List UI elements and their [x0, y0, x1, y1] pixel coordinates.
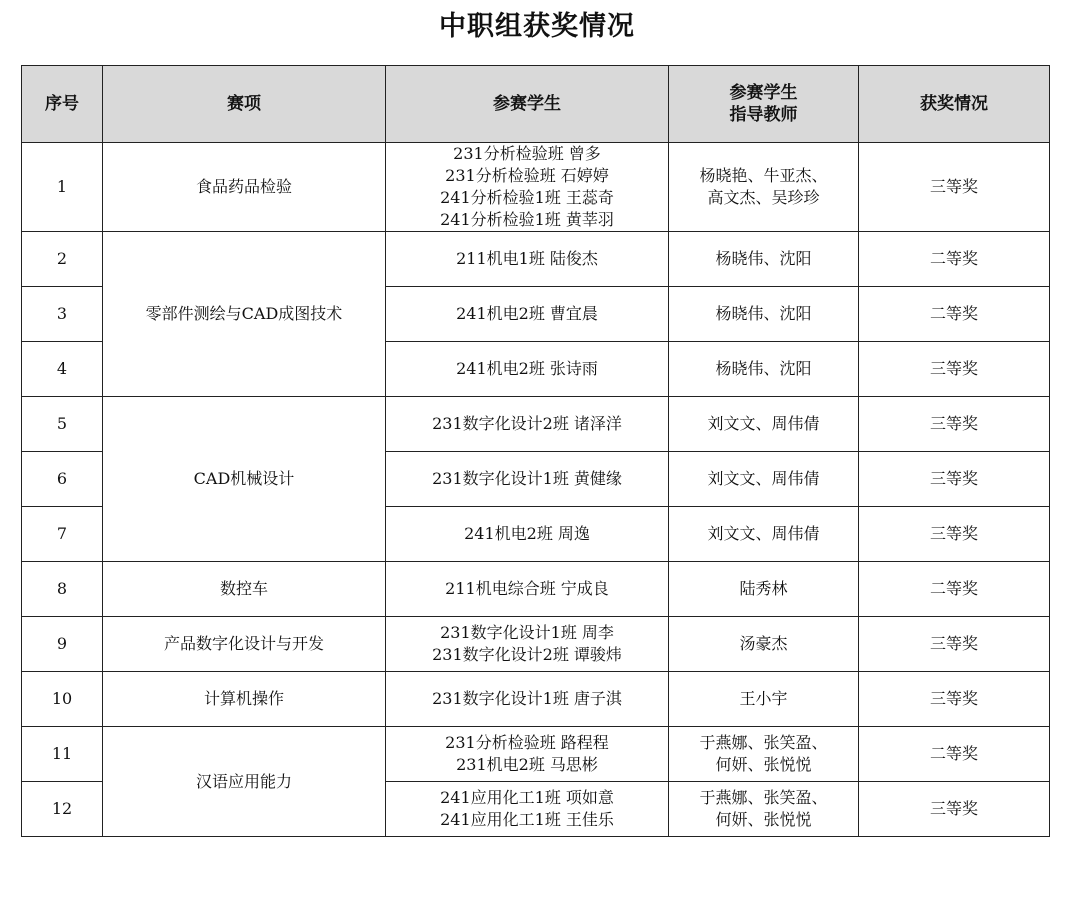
student-entry: 241机电2班 周逸 [464, 524, 590, 543]
cell-award: 二等奖 [859, 562, 1050, 617]
student-entry: 211机电1班 陆俊杰 [456, 249, 598, 268]
table-row [22, 232, 1050, 287]
cell-advisors [669, 287, 859, 342]
cell-students [386, 232, 669, 287]
cell-advisors [669, 143, 859, 232]
header-advisors [669, 66, 859, 143]
cell-students [386, 562, 669, 617]
cell-award: 三等奖 [859, 397, 1050, 452]
header-award: 获奖情况 [859, 66, 1050, 143]
cell-award: 二等奖 [859, 287, 1050, 342]
student-entry: 231分析检验班 石婷婷 [445, 166, 609, 185]
advisor-entry: 刘文文、周伟倩 [707, 524, 820, 543]
advisor-entry: 杨晓伟、沈阳 [715, 359, 812, 378]
student-entry: 231数字化设计1班 黄健缘 [432, 469, 622, 488]
student-entry: 231机电2班 马思彬 [456, 755, 598, 774]
advisor-entry: 高文杰、吴珍珍 [707, 188, 820, 207]
cell-students [386, 452, 669, 507]
advisor-entry: 王小宇 [739, 689, 788, 708]
student-entry: 231分析检验班 路程程 [445, 733, 609, 752]
cell-advisors [669, 727, 859, 782]
student-entry: 231数字化设计1班 唐子淇 [432, 689, 622, 708]
cell-students [386, 287, 669, 342]
cell-index: 12 [22, 782, 103, 837]
cell-index: 1 [22, 143, 103, 232]
advisor-entry: 汤豪杰 [739, 634, 788, 653]
advisor-entry: 何妍、张悦悦 [715, 755, 812, 774]
student-entry: 231数字化设计2班 诸泽洋 [432, 414, 622, 433]
cell-award: 三等奖 [859, 452, 1050, 507]
cell-award: 二等奖 [859, 232, 1050, 287]
cell-award: 二等奖 [859, 727, 1050, 782]
header-students: 参赛学生 [386, 66, 669, 143]
table-header-row [22, 66, 1050, 143]
cell-advisors [669, 617, 859, 672]
cell-students [386, 507, 669, 562]
cell-index: 7 [22, 507, 103, 562]
cell-award: 三等奖 [859, 143, 1050, 232]
header-index: 序号 [22, 66, 103, 143]
header-advisors-line1: 参赛学生 [729, 83, 798, 103]
cell-award: 三等奖 [859, 507, 1050, 562]
cell-event: CAD机械设计 [103, 397, 386, 562]
cell-students [386, 672, 669, 727]
student-entry: 231数字化设计2班 谭骏炜 [432, 645, 622, 664]
cell-students [386, 143, 669, 232]
cell-advisors [669, 507, 859, 562]
student-entry: 231分析检验班 曾多 [453, 144, 601, 163]
cell-index: 9 [22, 617, 103, 672]
cell-students [386, 342, 669, 397]
cell-index: 5 [22, 397, 103, 452]
student-entry: 241应用化工1班 项如意 [440, 788, 614, 807]
cell-award: 三等奖 [859, 342, 1050, 397]
student-entry: 241分析检验1班 王蕊奇 [440, 188, 614, 207]
table-row [22, 727, 1050, 782]
cell-index: 6 [22, 452, 103, 507]
advisor-entry: 杨晓艳、牛亚杰、 [699, 166, 828, 185]
cell-advisors [669, 562, 859, 617]
header-advisors-line2: 指导教师 [729, 105, 798, 125]
advisor-entry: 何妍、张悦悦 [715, 810, 812, 829]
cell-event: 零部件测绘与CAD成图技术 [103, 232, 386, 397]
student-entry: 241应用化工1班 王佳乐 [440, 810, 614, 829]
cell-students [386, 397, 669, 452]
cell-event: 产品数字化设计与开发 [103, 617, 386, 672]
cell-students [386, 727, 669, 782]
cell-event: 计算机操作 [103, 672, 386, 727]
advisor-entry: 于燕娜、张笑盈、 [699, 733, 828, 752]
cell-index: 2 [22, 232, 103, 287]
cell-students [386, 782, 669, 837]
advisor-entry: 陆秀林 [739, 579, 788, 598]
cell-advisors [669, 232, 859, 287]
advisor-entry: 杨晓伟、沈阳 [715, 249, 812, 268]
cell-advisors [669, 452, 859, 507]
cell-advisors [669, 397, 859, 452]
cell-students [386, 617, 669, 672]
cell-index: 10 [22, 672, 103, 727]
cell-index: 4 [22, 342, 103, 397]
advisor-entry: 刘文文、周伟倩 [707, 469, 820, 488]
cell-award: 三等奖 [859, 617, 1050, 672]
table-row [22, 617, 1050, 672]
table-row [22, 672, 1050, 727]
cell-index: 11 [22, 727, 103, 782]
table-row [22, 562, 1050, 617]
student-entry: 231数字化设计1班 周李 [440, 623, 614, 642]
awards-table [21, 65, 1050, 837]
cell-index: 3 [22, 287, 103, 342]
cell-index: 8 [22, 562, 103, 617]
cell-advisors [669, 782, 859, 837]
cell-advisors [669, 342, 859, 397]
header-event: 赛项 [103, 66, 386, 143]
cell-advisors [669, 672, 859, 727]
table-row [22, 143, 1050, 232]
cell-award: 三等奖 [859, 782, 1050, 837]
student-entry: 241分析检验1班 黄莘羽 [440, 210, 614, 229]
advisor-entry: 刘文文、周伟倩 [707, 414, 820, 433]
cell-event: 汉语应用能力 [103, 727, 386, 837]
student-entry: 241机电2班 曹宜晨 [456, 304, 598, 323]
cell-event: 数控车 [103, 562, 386, 617]
student-entry: 211机电综合班 宁成良 [445, 579, 609, 598]
table-row [22, 397, 1050, 452]
student-entry: 241机电2班 张诗雨 [456, 359, 598, 378]
advisor-entry: 杨晓伟、沈阳 [715, 304, 812, 323]
cell-event: 食品药品检验 [103, 143, 386, 232]
page-title: 中职组获奖情况 [439, 11, 635, 42]
advisor-entry: 于燕娜、张笑盈、 [699, 788, 828, 807]
cell-award: 三等奖 [859, 672, 1050, 727]
